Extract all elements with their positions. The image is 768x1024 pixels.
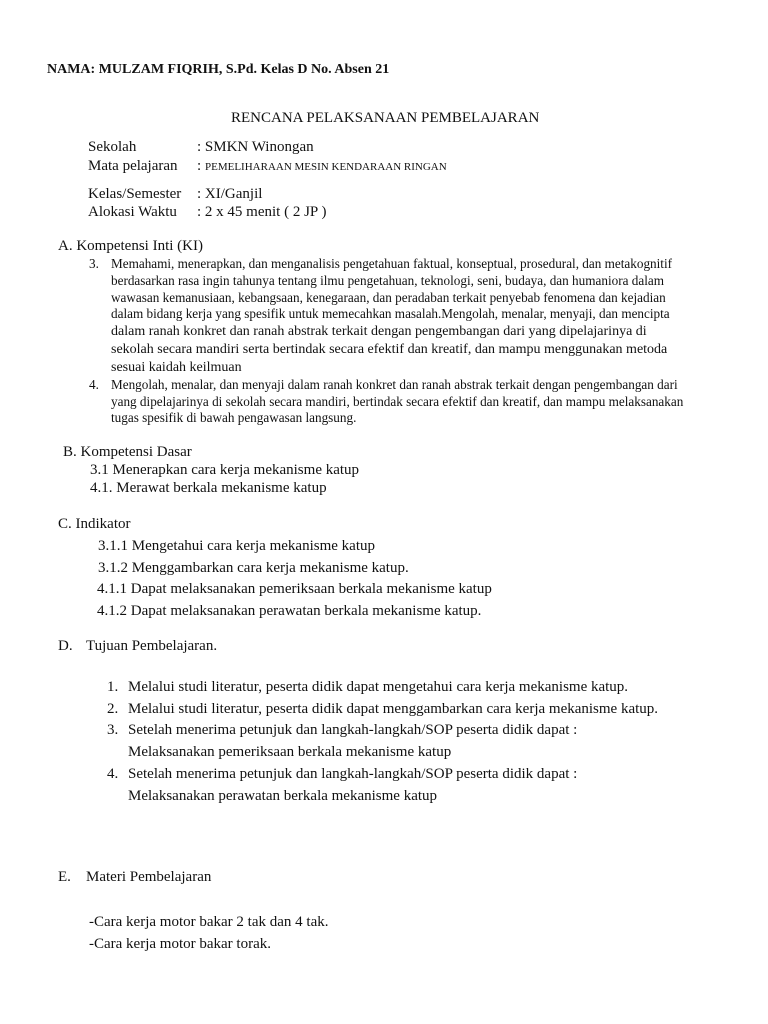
section-e-heading: Materi Pembelajaran <box>86 869 212 885</box>
section-d-letter: D. <box>58 638 73 654</box>
mapel-colon: : <box>197 158 202 174</box>
materi-item: -Cara kerja motor bakar torak. <box>89 936 271 952</box>
ki-item3-number: 3. <box>89 256 99 271</box>
tujuan-item: Setelah menerima petunjuk dan langkah-langkah/SOP peserta didik dapat : <box>128 766 578 782</box>
ki-item3-line: sesuai kaidah keilmuan <box>111 360 242 375</box>
ki-item3-line: wawasan kemanusiaan, kebangsaan, kenegaraan, dan peradaban terkait penyebab fenomena dan kejadian <box>111 290 666 305</box>
ki-item4-line: tugas spesifik di bawah pengawasan langsung. <box>111 410 357 425</box>
section-a-heading: A. Kompetensi Inti (KI) <box>58 238 203 254</box>
ki-item3-line: berdasarkan rasa ingin tahunya tentang ilmu pengetahuan, teknologi, seni, budaya, dan humaniora dalam <box>111 273 664 288</box>
tujuan-item: Melaksanakan perawatan berkala mekanisme katup <box>128 788 438 804</box>
ki-item4-line: yang dipelajarinya di sekolah secara mandiri, bertindak secara efektif dan kreatif, dan mampu melaksanakan <box>111 394 684 409</box>
tujuan-item: Melalui studi literatur, peserta didik dapat menggambarkan cara kerja mekanisme katup. <box>128 701 659 717</box>
indikator-item: 3.1.2 Menggambarkan cara kerja mekanisme katup. <box>98 560 409 576</box>
ki-item4-number: 4. <box>89 377 99 392</box>
sekolah-value: : SMKN Winongan <box>197 139 314 155</box>
ki-item3-line: dalam ranah konkret dan ranah abstrak terkait dengan pengembangan dari yang dipelajarinya di <box>111 324 647 339</box>
section-e-letter: E. <box>58 869 71 885</box>
kd-item: 4.1. Merawat berkala mekanisme katup <box>90 480 327 496</box>
indikator-item: 4.1.1 Dapat melaksanakan pemeriksaan berkala mekanisme katup <box>97 581 492 597</box>
tujuan-item: Melalui studi literatur, peserta didik dapat mengetahui cara kerja mekanisme katup. <box>128 679 629 695</box>
tujuan-item: Setelah menerima petunjuk dan langkah-langkah/SOP peserta didik dapat : <box>128 722 578 738</box>
tujuan-item: Melaksanakan pemeriksaan berkala mekanisme katup <box>128 744 452 760</box>
sekolah-label: Sekolah <box>88 139 137 155</box>
alokasi-label: Alokasi Waktu <box>88 204 177 220</box>
mapel-label: Mata pelajaran <box>88 158 178 174</box>
section-d-heading: Tujuan Pembelajaran. <box>86 638 218 654</box>
ki-item4-line: Mengolah, menalar, dan menyaji dalam ranah konkret dan ranah abstrak terkait dengan pengembangan dari <box>111 377 678 392</box>
tujuan-number: 3. <box>107 722 119 738</box>
indikator-item: 4.1.2 Dapat melaksanakan perawatan berkala mekanisme katup. <box>97 603 482 619</box>
ki-item3-line: sekolah secara mandiri serta bertindak secara efektif dan kreatif, dan mampu menggunakan metoda <box>111 342 668 357</box>
ki-item3-line: Memahami, menerapkan, dan menganalisis pengetahuan faktual, konseptual, prosedural, dan metakognitif <box>111 256 673 271</box>
materi-item: -Cara kerja motor bakar 2 tak dan 4 tak. <box>89 914 329 930</box>
author-line: NAMA: MULZAM FIQRIH, S.Pd. Kelas D No. Absen 21 <box>47 62 390 77</box>
tujuan-number: 4. <box>107 766 119 782</box>
kelas-label: Kelas/Semester <box>88 186 182 202</box>
document-title: RENCANA PELAKSANAAN PEMBELAJARAN <box>231 110 540 126</box>
kelas-value: : XI/Ganjil <box>197 186 263 202</box>
mapel-value: PEMELIHARAAN MESIN KENDARAAN RINGAN <box>205 161 447 173</box>
indikator-item: 3.1.1 Mengetahui cara kerja mekanisme katup <box>98 538 375 554</box>
tujuan-number: 2. <box>107 701 119 717</box>
kd-item: 3.1 Menerapkan cara kerja mekanisme katup <box>90 462 360 478</box>
alokasi-value: : 2 x 45 menit ( 2 JP ) <box>197 204 327 220</box>
section-b-heading: B. Kompetensi Dasar <box>63 444 192 460</box>
section-c-heading: C. Indikator <box>58 516 131 532</box>
tujuan-number: 1. <box>107 679 119 695</box>
ki-item3-line: dalam bidang kerja yang spesifik untuk memecahkan masalah.Mengolah, menalar, menyaji, dan mencipta <box>111 306 670 321</box>
